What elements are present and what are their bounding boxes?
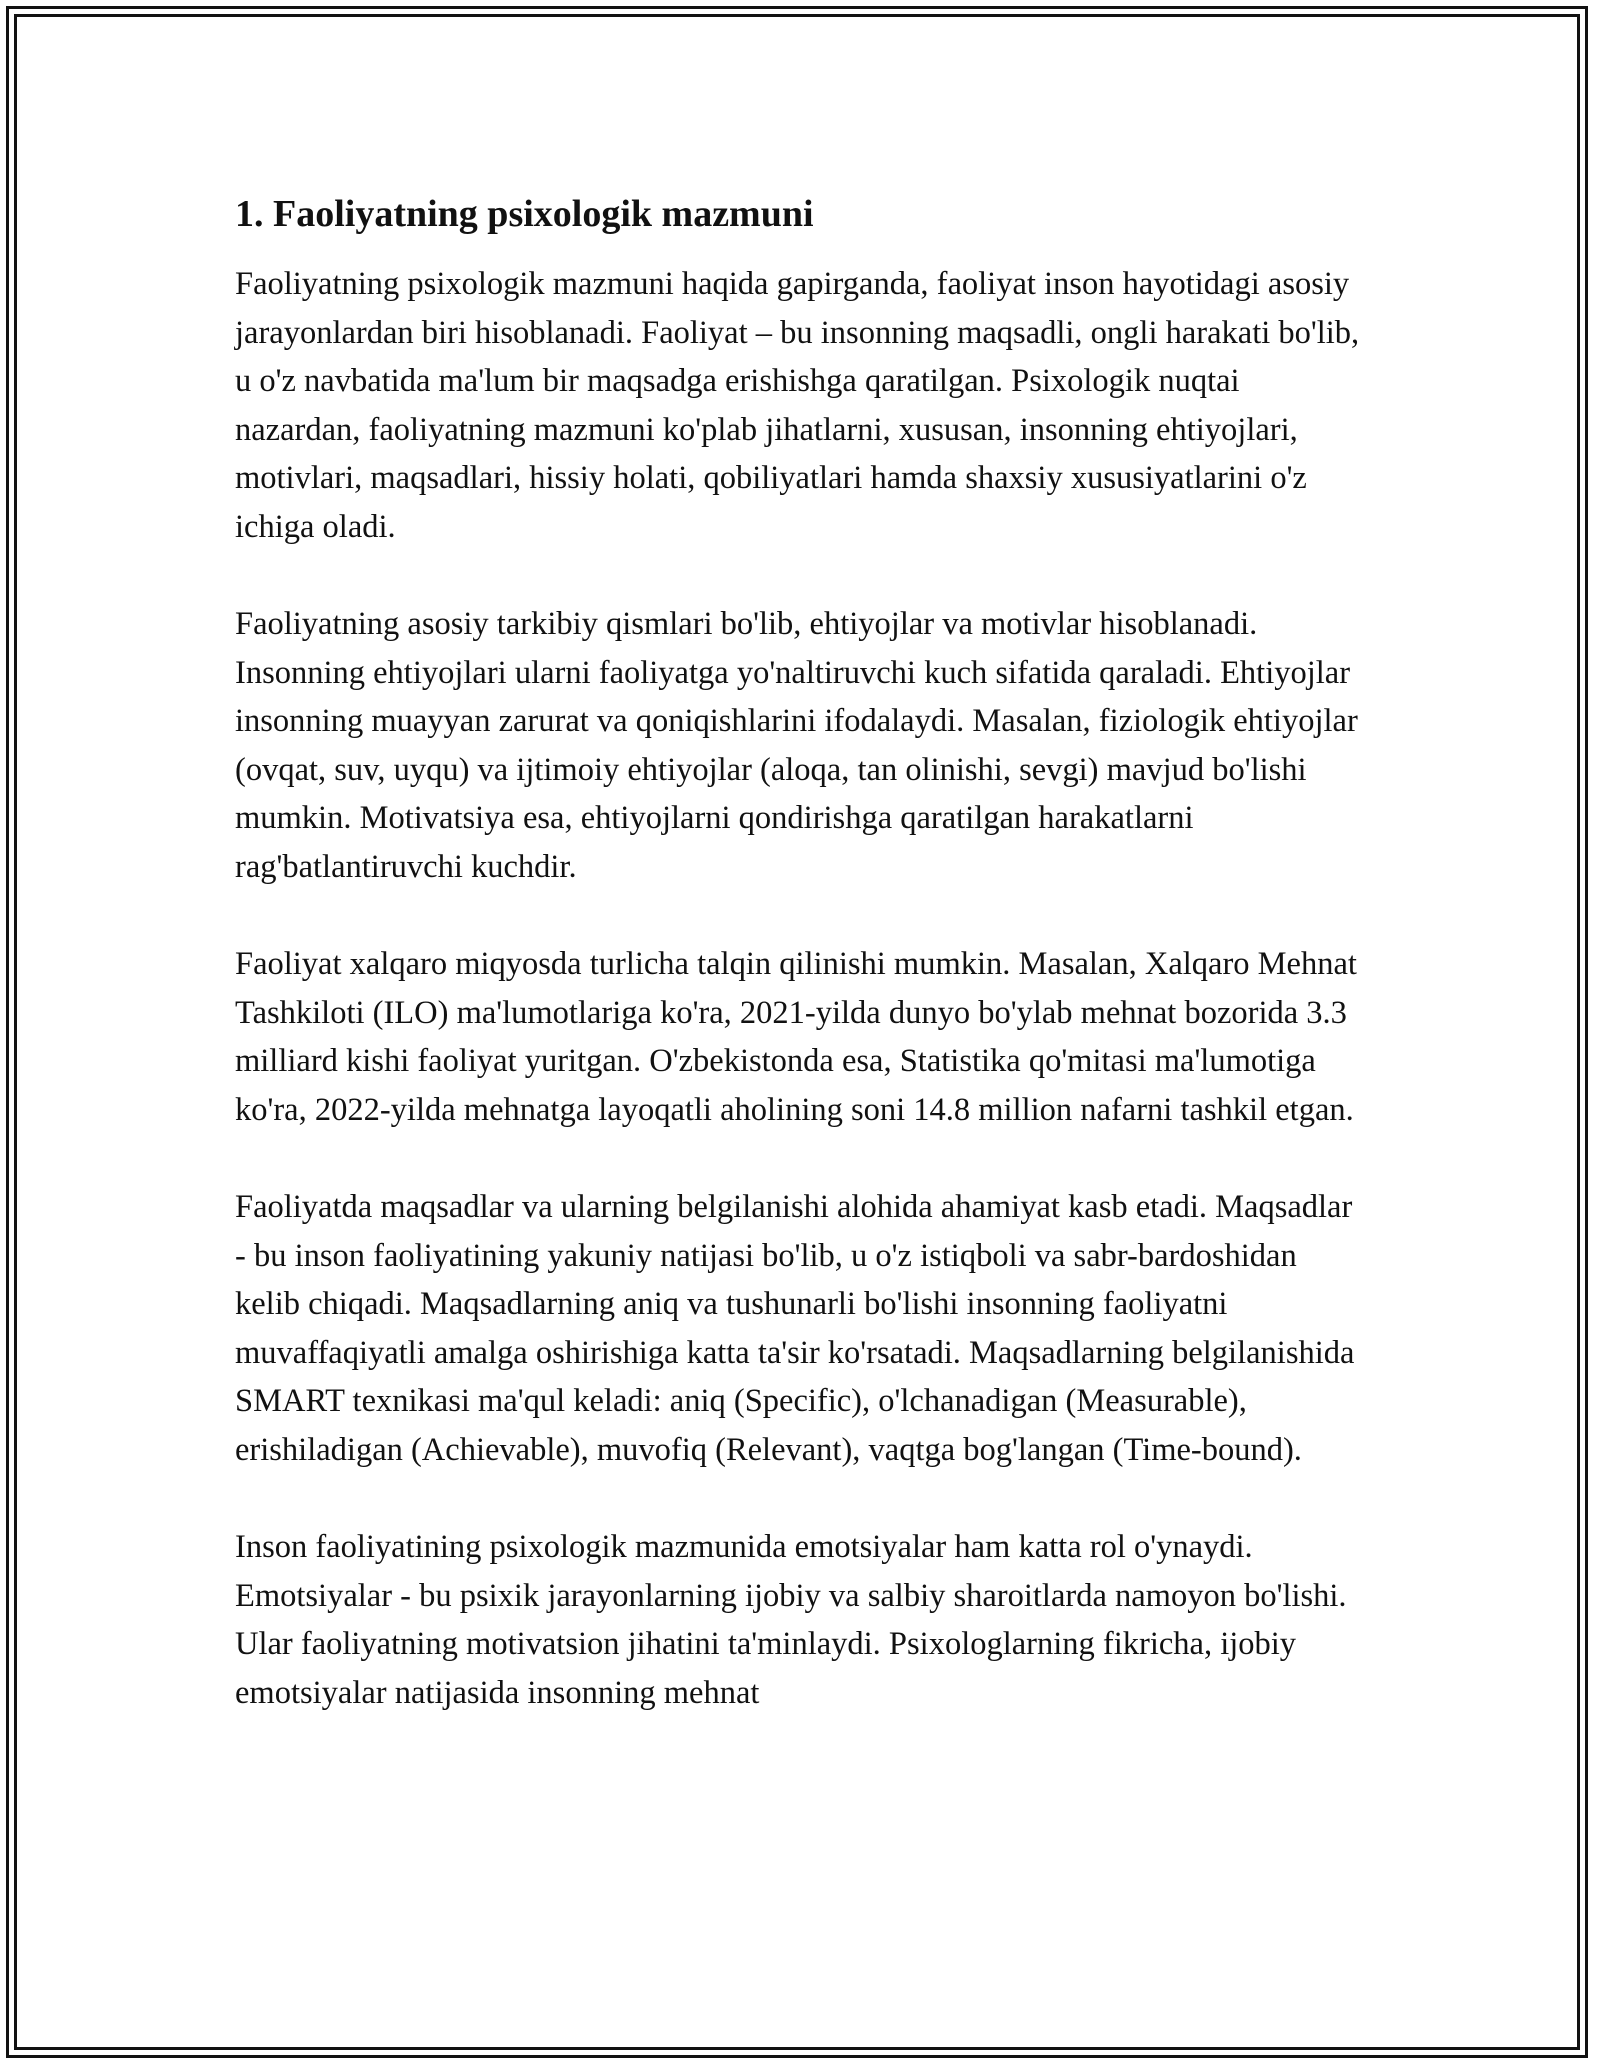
document-body [235,188,1365,1766]
paragraph-activity-content: Faoliyatning psixologik mazmuni haqida gapirganda, faoliyat inson hayotidagi asosiy jarayonlardan biri hisoblanadi. Faoliyat – bu insonning maqsadli, ongli harakati bo'lib, u o'z navbatida ma'lum bir maqsadga erishishga qaratilgan. Psixologik nuqtai nazardan, faoliyatning mazmuni ko'plab jihatlarni, xususan, insonning ehtiyojlari, motivlari, maqsadlari, hissiy holati, qobiliyatlari hamda shaxsiy xususiyatlarini o'z ichiga oladi. [235,266,1360,545]
section-heading: 1. Faoliyatning psixologik mazmuni [235,193,814,235]
paragraph-international-statistics: Faoliyat xalqaro miqyosda turlicha talqin qilinishi mumkin. Masalan, Xalqaro Mehnat Tashkiloti (ILO) ma'lumotlariga ko'ra, 2021-yilda dunyo bo'ylab mehnat bozorida 3.3 milliard kishi faoliyat yuritgan. O'zbekistonda esa, Statistika qo'mitasi ma'lumotiga ko'ra, 2022-yilda mehnatga layoqatli aholining soni 14.8 million nafarni tashkil etgan. [235,946,1357,1128]
paragraph-goals-smart: Faoliyatda maqsadlar va ularning belgilanishi alohida ahamiyat kasb etadi. Maqsadlar - bu inson faoliyatining yakuniy natijasi bo'lib, u o'z istiqboli va sabr-bardoshidan kelib chiqadi. Maqsadlarning aniq va tushunarli bo'lishi insonning faoliyatni muvaffaqiyatli amalga oshirishiga katta ta'sir ko'rsatadi. Maqsadlarning belgilanishida SMART texnikasi ma'qul keladi: aniq (Specific), o'lchanadigan (Measurable), erishiladigan (Achievable), muvofiq (Relevant), vaqtga bog'langan (Time-bound). [235,1189,1355,1468]
paragraph-emotions: Inson faoliyatining psixologik mazmunida emotsiyalar ham katta rol o'ynaydi. Emotsiyalar - bu psixik jarayonlarning ijobiy va salbiy sharoitlarda namoyon bo'lishi. Ular faoliyatning motivatsion jihatini ta'minlaydi. Psixologlarning fikricha, ijobiy emotsiyalar natijasida insonning mehnat [235,1529,1347,1711]
paragraph-needs-motives: Faoliyatning asosiy tarkibiy qismlari bo'lib, ehtiyojlar va motivlar hisoblanadi. Insonning ehtiyojlari ularni faoliyatga yo'naltiruvchi kuch sifatida qaraladi. Ehtiyojlar insonning muayyan zarurat va qoniqishlarini ifodalaydi. Masalan, fiziologik ehtiyojlar (ovqat, suv, uyqu) va ijtimoiy ehtiyojlar (aloqa, tan olinishi, sevgi) mavjud bo'lishi mumkin. Motivatsiya esa, ehtiyojlarni qondirishga qaratilgan harakatlarni rag'batlantiruvchi kuchdir. [235,606,1358,885]
